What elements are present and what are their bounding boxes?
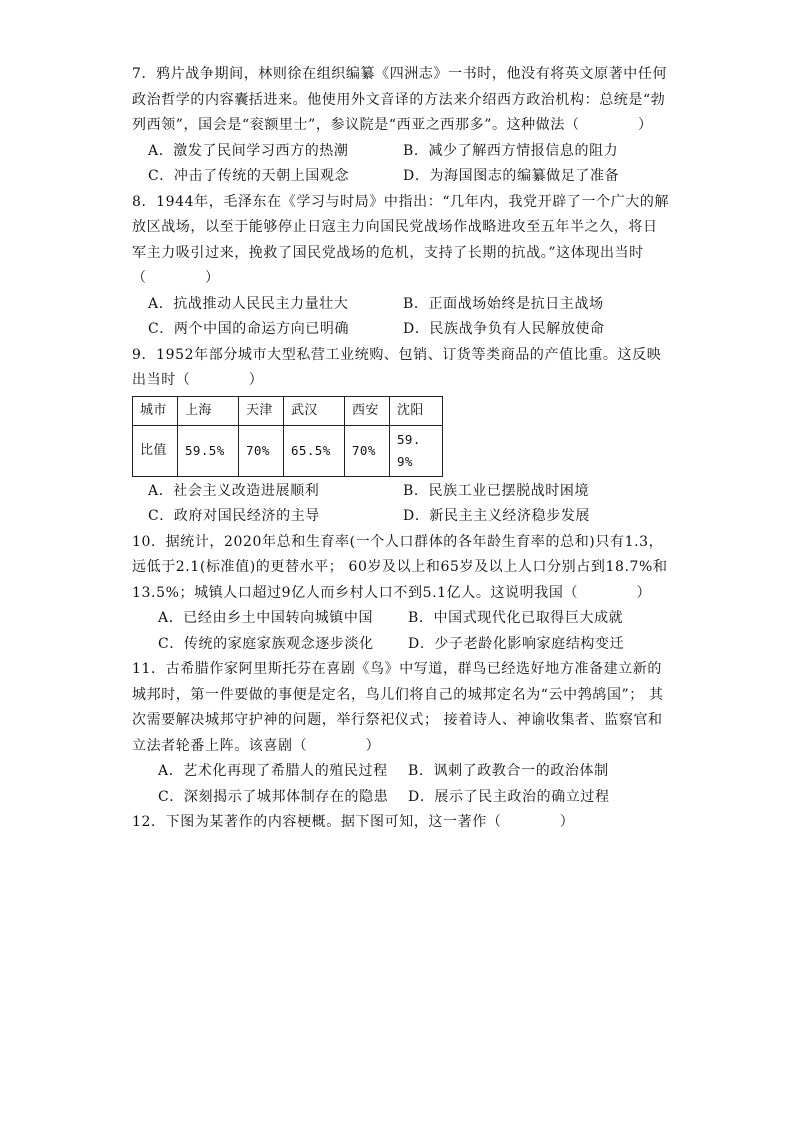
question-10-option-b[interactable]: B．中国式现代化已取得巨大成就: [408, 610, 624, 626]
table-value: 70%: [345, 425, 390, 476]
table-header-label: 城市: [133, 396, 178, 425]
question-11-options: [132, 759, 672, 810]
question-8-option-d[interactable]: D．民族战争负有人民解放使命: [403, 321, 605, 337]
question-10-option-a[interactable]: A．已经由乡土中国转向城镇中国: [158, 610, 374, 626]
table-value: 59.9%: [390, 425, 443, 476]
question-10-option-c[interactable]: C．传统的家庭家族观念逐步淡化: [158, 635, 374, 652]
question-8-stem: 8．1944年，毛泽东在《学习与时局》中指出：“几年内，我党开辟了一个广大的解放区战场，以至于能够停止日寇主力向国民党战场作战略进攻至五年半之久，将日军主力吸引过来，挽救了国民党战场的危机，支持了长期的抗战。”这体现出当时（ ）: [132, 193, 670, 286]
question-7-option-c[interactable]: C．冲击了传统的天朝上国观念: [148, 168, 350, 184]
question-11-option-b[interactable]: B．讽刺了政教合一的政治体制: [408, 763, 609, 779]
question-7-stem: 7．鸦片战争期间，林则徐在组织编纂《四洲志》一书时，他没有将英文原著中任何政治哲学的内容囊括进来。他使用外文音译的方法来介绍西方政治机构：总统是“勃列西领”，国会是“衮额里士”，参议院是“西亚之西那多”。这种做法（ ）: [132, 66, 668, 133]
question-9-option-a[interactable]: A．社会主义改造进展顺利: [148, 482, 320, 499]
exam-page: [132, 62, 672, 836]
question-7-option-a[interactable]: A．激发了民间学习西方的热潮: [148, 142, 349, 159]
question-9-options: [132, 479, 672, 530]
question-9-data-table: [132, 396, 443, 477]
table-row: [133, 396, 443, 425]
table-city: 天津: [239, 396, 284, 425]
question-10-options: [132, 606, 672, 657]
question-7-option-d[interactable]: D．为海国图志的编纂做足了准备: [403, 168, 620, 184]
question-9-option-c[interactable]: C．政府对国民经济的主导: [148, 508, 320, 524]
question-11-stem: 11．古希腊作家阿里斯托芬在喜剧《鸟》中写道，群鸟已经选好地方准备建立新的城邦时，第一件要做的事便是定名，鸟儿们将自己的城邦定名为“云中鹁鸪国”； 其次需要解决城邦守护神的问题，举行祭祀仪式； 接着诗人、神谕收集者、监察官和立法者轮番上阵。该喜剧（ ）: [132, 661, 664, 754]
question-9-option-b[interactable]: B．民族工业已摆脱战时困境: [403, 482, 590, 499]
question-12-stem: 12．下图为某著作的内容梗概。据下图可知，这一著作（ ）: [132, 814, 575, 830]
table-row-label: 比值: [133, 425, 178, 476]
table-city: 武汉: [284, 396, 345, 425]
question-7-option-b[interactable]: B．减少了解西方情报信息的阻力: [403, 142, 619, 159]
table-value: 59.5%: [178, 425, 239, 476]
question-7-options: [132, 139, 672, 190]
question-11-option-c[interactable]: C．深刻揭示了城邦体制存在的隐患: [158, 788, 389, 805]
table-city: 西安: [345, 396, 390, 425]
table-city: 上海: [178, 396, 239, 425]
question-10-option-d[interactable]: D．少子老龄化影响家庭结构变迁: [408, 635, 625, 652]
table-city: 沈阳: [390, 396, 443, 425]
question-8-option-b[interactable]: B．正面战场始终是抗日主战场: [403, 295, 604, 312]
table-row: [133, 425, 443, 476]
question-8-option-a[interactable]: A．抗战推动人民民主力量壮大: [148, 295, 349, 312]
question-9-stem: 9．1952年部分城市大型私营工业统购、包销、订货等类商品的产值比重。这反映出当时（ ）: [132, 346, 662, 388]
table-value: 65.5%: [284, 425, 345, 476]
table-value: 70%: [239, 425, 284, 476]
question-11-option-d[interactable]: D．展示了民主政治的确立过程: [408, 788, 610, 805]
question-8-option-c[interactable]: C．两个中国的命运方向已明确: [148, 321, 350, 337]
question-9-option-d[interactable]: D．新民主主义经济稳步发展: [403, 508, 591, 524]
question-10-stem: 10．据统计，2020年总和生育率(一个人口群体的各年龄生育率的总和)只有1.3，远低于2.1(标准值)的更替水平； 60岁及以上和65岁及以上人口分别占到18.7%和13.5%；城镇人口超过9亿人而乡村人口不到5.1亿人。这说明我国（ ）: [132, 533, 668, 601]
question-11-option-a[interactable]: A．艺术化再现了希腊人的殖民过程: [158, 763, 388, 779]
question-8-options: [132, 292, 672, 343]
